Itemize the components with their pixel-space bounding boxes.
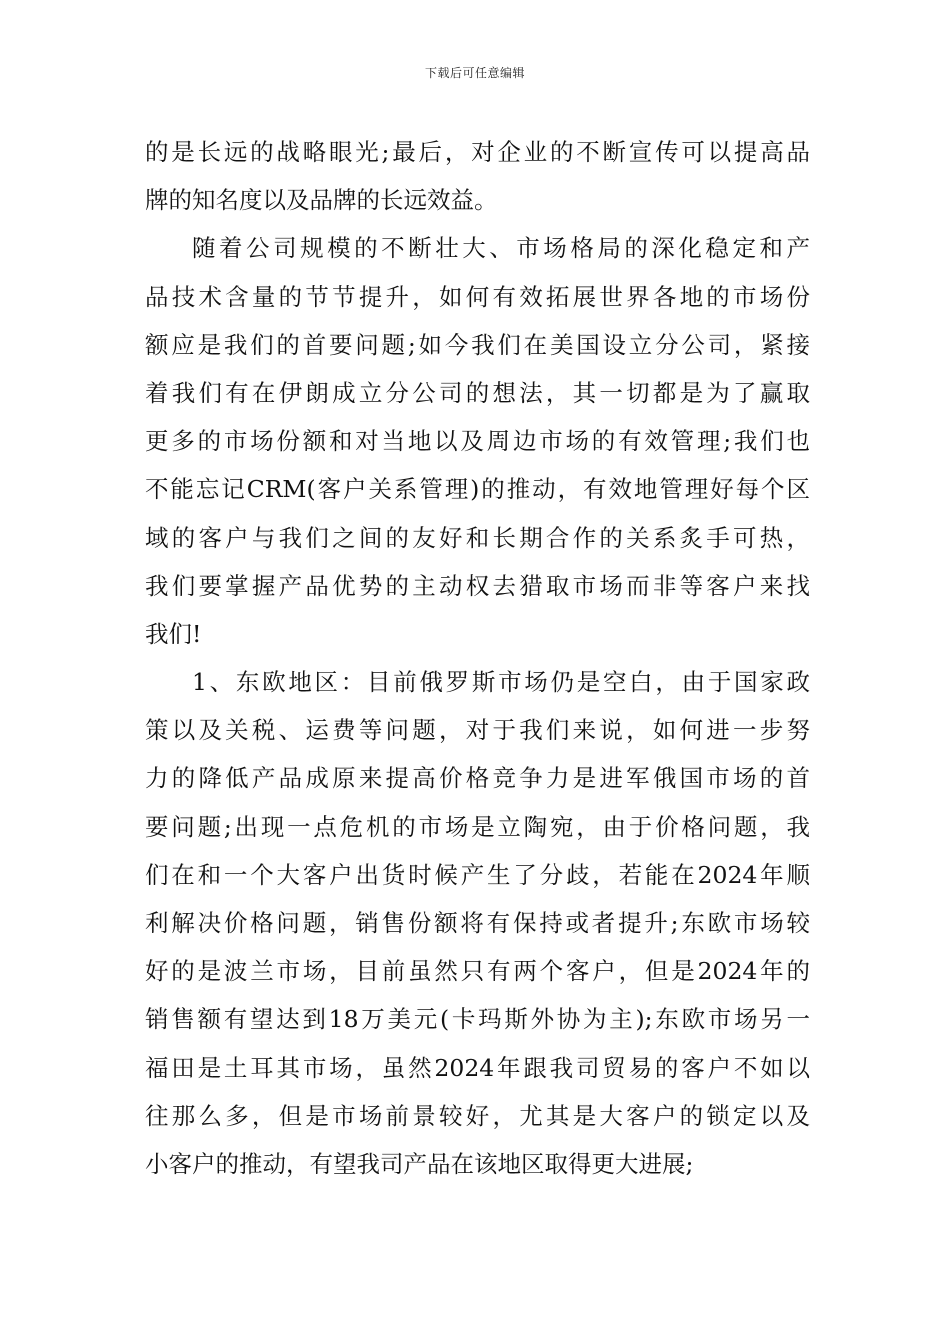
text-line: 小客户的推动，有望我司产品在该地区取得更大进展; bbox=[145, 1149, 694, 1178]
text-line: 们在和一个大客户出货时候产生了分歧，若能在2024年顺 bbox=[145, 860, 810, 889]
text-line: 销售额有望达到18万美元(卡玛斯外协为主);东欧市场另一 bbox=[145, 1005, 810, 1034]
header-note: 下载后可任意编辑 bbox=[424, 66, 525, 80]
text-line: 品技术含量的节节提升，如何有效拓展世界各地的市场份 bbox=[145, 282, 810, 311]
text-line: 着我们有在伊朗成立分公司的想法，其一切都是为了赢取 bbox=[145, 378, 810, 407]
text-line: 更多的市场份额和对当地以及周边市场的有效管理;我们也 bbox=[145, 427, 810, 456]
text-line: 福田是土耳其市场，虽然2024年跟我司贸易的客户不如以 bbox=[145, 1053, 810, 1082]
text-line: 不能忘记CRM(客户关系管理)的推动，有效地管理好每个区 bbox=[145, 475, 810, 504]
text-line: 要问题;出现一点危机的市场是立陶宛，由于价格问题，我 bbox=[145, 812, 810, 841]
text-line: 域的客户与我们之间的友好和长期合作的关系炙手可热， bbox=[145, 523, 810, 552]
paragraph bbox=[145, 224, 810, 658]
text-line: 利解决价格问题，销售份额将有保持或者提升;东欧市场较 bbox=[145, 909, 810, 937]
text-line: 我们要掌握产品优势的主动权去猎取市场而非等客户来找 bbox=[145, 571, 810, 600]
paragraph bbox=[145, 658, 810, 1188]
document-body bbox=[145, 128, 810, 1188]
text-line: 1、东欧地区：目前俄罗斯市场仍是空白，由于国家政 bbox=[192, 668, 810, 697]
text-line: 牌的知名度以及品牌的长远效益。 bbox=[145, 186, 498, 215]
text-line: 额应是我们的首要问题;如今我们在美国设立分公司，紧接 bbox=[145, 330, 810, 359]
text-line: 好的是波兰市场，目前虽然只有两个客户，但是2024年的 bbox=[145, 957, 810, 986]
paragraph bbox=[145, 128, 810, 224]
text-line: 随着公司规模的不断壮大、市场格局的深化稳定和产 bbox=[192, 234, 810, 263]
text-line: 力的降低产品成原来提高价格竞争力是进军俄国市场的首 bbox=[145, 764, 810, 793]
text-line: 的是长远的战略眼光;最后，对企业的不断宣传可以提高品 bbox=[145, 138, 810, 166]
text-line: 策以及关税、运费等问题，对于我们来说，如何进一步努 bbox=[145, 716, 810, 745]
text-line: 往那么多，但是市场前景较好，尤其是大客户的锁定以及 bbox=[145, 1101, 810, 1130]
text-line: 我们! bbox=[145, 619, 202, 648]
